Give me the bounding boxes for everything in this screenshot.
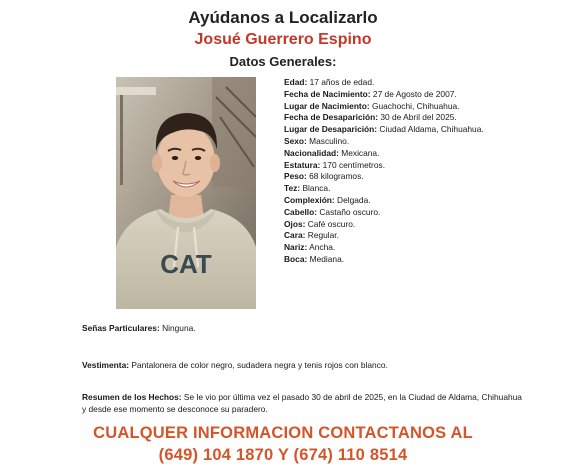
detail-value: Café oscuro. — [305, 218, 356, 229]
detail-value: 27 de Agosto de 2007. — [370, 88, 457, 99]
distinguishing-marks — [82, 322, 522, 334]
detail-nationality — [284, 148, 514, 160]
detail-label: Sexo: — [284, 135, 307, 146]
missing-person-photo — [116, 77, 256, 309]
detail-value: 30 de Abril del 2025. — [378, 112, 457, 123]
detail-value: 68 kilogramos. — [306, 171, 364, 182]
detail-value: Castaño oscuro. — [317, 206, 381, 217]
clothing-label: Vestimenta: — [82, 360, 130, 370]
detail-label: Cara: — [284, 230, 306, 241]
detail-value: Guachochi, Chihuahua. — [369, 100, 460, 111]
detail-face — [284, 230, 514, 242]
detail-value: Mediana. — [307, 253, 345, 264]
detail-age — [284, 77, 514, 89]
clothing-value: Pantalonera de color negro, sudadera negra y tenis rojos con blanco. — [129, 360, 388, 370]
distinguishing-marks-value: Ninguna. — [159, 323, 196, 333]
detail-label: Lugar de Nacimiento: — [284, 100, 370, 111]
detail-weight — [284, 171, 514, 183]
contact-phone-numbers: (649) 104 1870 Y (674) 110 8514 — [158, 446, 408, 464]
detail-value: Blanca. — [300, 183, 331, 194]
detail-build — [284, 195, 514, 207]
detail-disappearance-date — [284, 112, 514, 124]
detail-label: Nacionalidad: — [284, 147, 339, 158]
detail-value: 17 años de edad. — [307, 77, 375, 87]
detail-value: Ancha. — [307, 242, 336, 253]
hoodie-logo: CAT — [160, 249, 212, 279]
detail-height — [284, 160, 514, 172]
detail-label: Tez: — [284, 183, 301, 194]
detail-value: Masculino. — [306, 135, 350, 146]
portrait-illustration — [116, 77, 256, 309]
missing-person-name: Josué Guerrero Espino — [194, 31, 372, 48]
detail-sex — [284, 136, 514, 148]
detail-label: Peso: — [284, 171, 307, 182]
detail-label: Boca: — [284, 253, 308, 264]
detail-label: Cabello: — [284, 206, 318, 217]
contact-call-to-action: CUALQUER INFORMACION CONTACTANOS AL — [93, 424, 473, 442]
detail-nose — [284, 242, 514, 254]
detail-label: Ojos: — [284, 218, 306, 229]
detail-label: Fecha de Desaparición: — [284, 112, 379, 123]
clothing — [82, 359, 522, 371]
detail-value: 170 centímetros. — [320, 159, 386, 170]
detail-mouth — [284, 254, 514, 266]
detail-birth-place — [284, 101, 514, 113]
detail-value: Ciudad Aldama, Chihuahua. — [377, 124, 484, 135]
detail-eyes — [284, 219, 514, 231]
detail-label: Fecha de Nacimiento: — [284, 88, 371, 99]
detail-label: Estatura: — [284, 159, 321, 170]
detail-value: Regular. — [305, 230, 339, 241]
distinguishing-marks-label: Señas Particulares: — [82, 323, 160, 333]
section-heading-general-data: Datos Generales: — [229, 54, 337, 69]
detail-label: Nariz: — [284, 242, 308, 253]
detail-value: Mexicana. — [338, 147, 380, 158]
summary-of-events — [82, 391, 522, 415]
detail-complexion-tone — [284, 183, 514, 195]
detail-birth-date — [284, 89, 514, 101]
detail-label: Edad: — [284, 77, 308, 87]
detail-disappearance-place — [284, 124, 514, 136]
summary-value: Se le vio por última vez el pasado 30 de abril de 2025, en la Ciudad de Aldama, Chihuahua y desde ese momento se desconoce su paradero. — [82, 392, 522, 414]
detail-value: Delgada. — [334, 194, 371, 205]
summary-label: Resumen de los Hechos: — [82, 392, 182, 402]
detail-label: Complexión: — [284, 194, 335, 205]
detail-hair — [284, 207, 514, 219]
general-data-list — [284, 77, 514, 266]
detail-label: Lugar de Desaparición: — [284, 124, 378, 135]
poster-title: Ayúdanos a Localizarlo — [188, 8, 378, 27]
